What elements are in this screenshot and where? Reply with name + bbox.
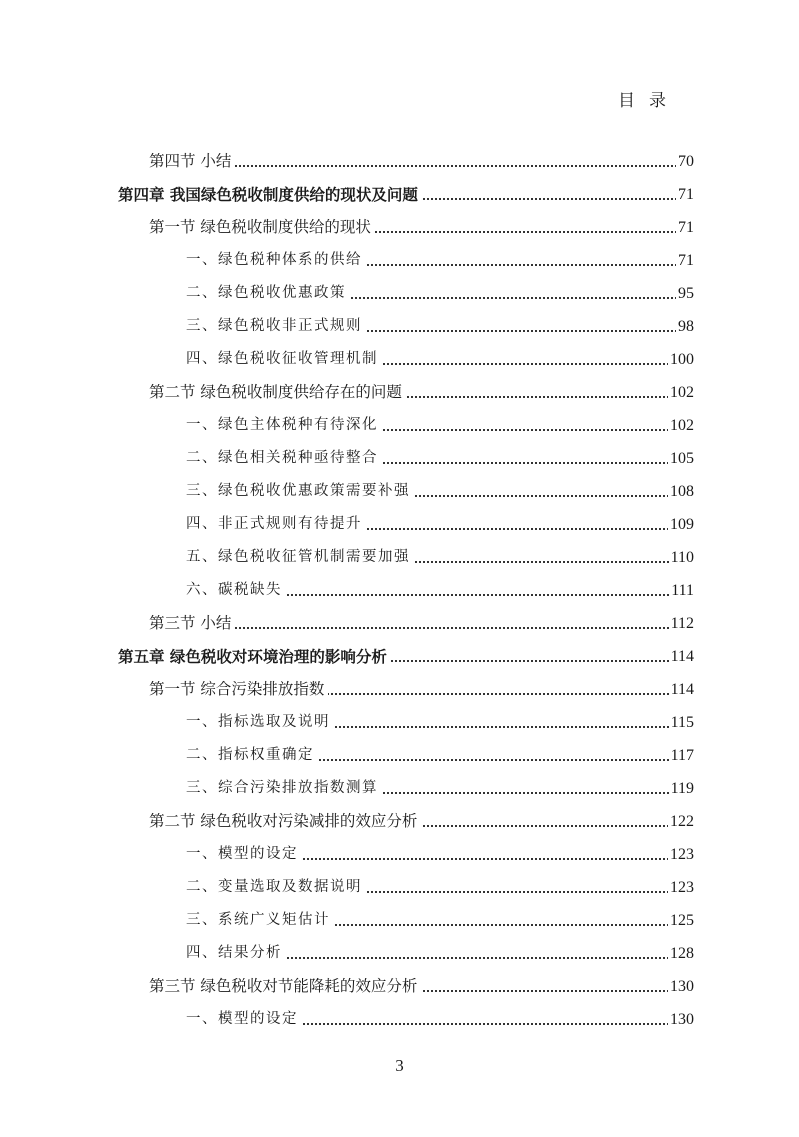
toc-entry-page: 108 — [668, 475, 694, 508]
toc-entry-section — [0, 145, 799, 178]
toc-entry-title: 第三节 小结 — [149, 607, 235, 640]
toc-entry-title: 一、绿色税种体系的供给 — [186, 244, 366, 277]
toc-entry-page: 110 — [669, 541, 694, 574]
toc-entry-page: 119 — [669, 772, 694, 805]
toc-entry-item — [0, 739, 799, 772]
toc-entry-title: 第一节 综合污染排放指数 — [149, 673, 328, 706]
toc-entry-page: 122 — [668, 805, 694, 838]
toc-entry-page: 71 — [676, 211, 694, 244]
toc-entry-title: 第二节 绿色税收对污染减排的效应分析 — [149, 805, 421, 838]
toc-entry-title: 二、指标权重确定 — [186, 739, 318, 772]
toc-entry-title: 二、绿色税收优惠政策 — [186, 277, 350, 310]
toc-entry-chapter — [0, 178, 799, 211]
toc-entry-title: 三、绿色税收非正式规则 — [186, 310, 366, 343]
toc-entry-item — [0, 706, 799, 739]
toc-entry-title: 第四节 小结 — [149, 145, 235, 178]
toc-entry-section — [0, 970, 799, 1003]
toc-entry-page: 102 — [668, 376, 694, 409]
toc-entry-title: 五、绿色税收征管机制需要加强 — [186, 541, 414, 574]
toc-entry-item — [0, 310, 799, 343]
dot-leader — [160, 165, 681, 167]
running-header-title: 目录 — [618, 91, 680, 111]
toc-entry-item — [0, 343, 799, 376]
toc-entry-title: 第五章 绿色税收对环境治理的影响分析 — [118, 640, 391, 673]
toc-entry-chapter — [0, 640, 799, 673]
toc-entry-item — [0, 277, 799, 310]
toc-entry-title: 一、模型的设定 — [186, 1003, 302, 1036]
toc-entry-item — [0, 574, 799, 607]
toc-entry-section — [0, 376, 799, 409]
toc-entry-page: 71 — [676, 244, 694, 277]
toc-entry-item — [0, 409, 799, 442]
toc-entry-page: 125 — [668, 904, 694, 937]
toc-entry-page: 114 — [669, 640, 694, 673]
toc-entry-section — [0, 607, 799, 640]
toc-entry-page: 123 — [668, 871, 694, 904]
toc-entry-page: 117 — [669, 739, 694, 772]
page-number: 3 — [395, 1056, 404, 1075]
toc-entry-item — [0, 244, 799, 277]
toc-entry-page: 111 — [669, 574, 694, 607]
toc-entry-page: 130 — [668, 1003, 694, 1036]
toc-entry-item — [0, 475, 799, 508]
toc-entry-item — [0, 541, 799, 574]
toc-entry-section — [0, 673, 799, 706]
toc-entry-page: 128 — [668, 937, 694, 970]
toc-entry-title: 四、非正式规则有待提升 — [186, 508, 366, 541]
toc-entry-page: 114 — [669, 673, 694, 706]
toc-entry-title: 四、结果分析 — [186, 937, 286, 970]
toc-entry-page: 98 — [676, 310, 694, 343]
toc-entry-title: 一、模型的设定 — [186, 838, 302, 871]
toc-entry-title: 四、绿色税收征收管理机制 — [186, 343, 382, 376]
toc-entry-page: 130 — [668, 970, 694, 1003]
toc-entry-page: 71 — [676, 178, 694, 211]
toc-entry-title: 二、绿色相关税种亟待整合 — [186, 442, 382, 475]
toc-entry-page: 115 — [669, 706, 694, 739]
toc-entry-title: 一、指标选取及说明 — [186, 706, 334, 739]
toc-entry-item — [0, 1003, 799, 1036]
toc-entry-page: 112 — [669, 607, 694, 640]
toc-entry-page: 123 — [668, 838, 694, 871]
toc-entry-title: 六、碳税缺失 — [186, 574, 286, 607]
toc-entry-title: 二、变量选取及数据说明 — [186, 871, 366, 904]
toc-entry-page: 102 — [668, 409, 694, 442]
toc-entry-section — [0, 805, 799, 838]
toc-entry-title: 一、绿色主体税种有待深化 — [186, 409, 382, 442]
toc-entry-title: 第一节 绿色税收制度供给的现状 — [149, 211, 375, 244]
toc-entry-page: 100 — [668, 343, 694, 376]
toc-entry-item — [0, 772, 799, 805]
toc-entry-item — [0, 508, 799, 541]
toc-entry-item — [0, 871, 799, 904]
toc-entry-page: 105 — [668, 442, 694, 475]
toc-entry-title: 第二节 绿色税收制度供给存在的问题 — [149, 376, 406, 409]
toc-entry-title: 三、综合污染排放指数测算 — [186, 772, 382, 805]
toc-entry-page: 70 — [676, 145, 694, 178]
toc-entry-item — [0, 904, 799, 937]
toc-entry-item — [0, 442, 799, 475]
toc-entry-page: 109 — [668, 508, 694, 541]
toc-entry-title: 第三节 绿色税收对节能降耗的效应分析 — [149, 970, 421, 1003]
toc-entry-title: 三、系统广义矩估计 — [186, 904, 334, 937]
toc-entry-page: 95 — [676, 277, 694, 310]
toc-entry-title: 三、绿色税收优惠政策需要补强 — [186, 475, 414, 508]
toc-entry-item — [0, 937, 799, 970]
table-of-contents — [0, 145, 799, 1036]
toc-entry-section — [0, 211, 799, 244]
toc-entry-item — [0, 838, 799, 871]
toc-entry-title: 第四章 我国绿色税收制度供给的现状及问题 — [118, 178, 422, 211]
dot-leader — [160, 627, 681, 629]
